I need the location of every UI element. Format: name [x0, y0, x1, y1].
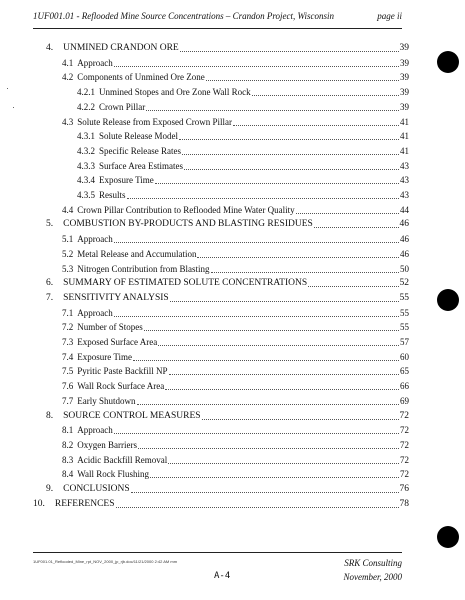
page-mark: A-4: [214, 571, 231, 581]
toc-entry-page: 39: [400, 101, 409, 112]
toc-leader-dots: [211, 264, 400, 273]
toc-leader-dots: [180, 43, 399, 52]
toc-entry-page: 41: [400, 116, 409, 127]
toc-entry: [77, 101, 409, 113]
toc-entry-number: 7.1: [62, 307, 74, 318]
toc-entry-title: Nitrogen Contribution from Blasting: [77, 263, 210, 274]
toc-entry: [62, 454, 409, 466]
toc-entry-number: 5.3: [62, 263, 74, 274]
toc-entry-number: 7.: [46, 292, 54, 303]
footer-company: SRK Consulting: [344, 558, 402, 568]
toc-entry-title: Exposure Time: [77, 351, 133, 362]
toc-entry-page: 55: [399, 292, 409, 303]
toc-entry-page: 76: [399, 484, 409, 494]
toc-entry-title: Surface Area Estimates: [99, 160, 183, 171]
toc-entry: [62, 439, 409, 451]
toc-entry: [62, 116, 409, 128]
toc-entry-page: 78: [399, 498, 409, 509]
scan-speck: [7, 88, 8, 89]
toc-entry-number: 7.2: [62, 322, 74, 333]
toc-entry-title: COMBUSTION BY-PRODUCTS AND BLASTING RESIDUES: [63, 219, 313, 230]
toc-entry-number: 7.6: [62, 381, 74, 392]
toc-entry-page: 43: [400, 190, 409, 200]
toc-entry-number: 9.: [46, 484, 54, 494]
toc-leader-dots: [170, 293, 399, 302]
toc-entry-page: 72: [399, 410, 409, 421]
toc-leader-dots: [114, 308, 399, 317]
toc-leader-dots: [155, 175, 399, 184]
toc-entry-number: 8.1: [62, 425, 74, 436]
toc-entry-title: Metal Release and Accumulation: [77, 248, 197, 259]
toc-entry: [62, 57, 409, 69]
toc-entry-number: 4.2.2: [77, 101, 95, 112]
toc-entry: [46, 292, 409, 304]
toc-leader-dots: [144, 322, 399, 331]
toc-entry: [46, 42, 409, 54]
toc-entry-page: 72: [400, 439, 409, 450]
toc-leader-dots: [168, 455, 399, 464]
toc-entry-title: SOURCE CONTROL MEASURES: [63, 410, 201, 421]
toc-entry-title: Wall Rock Flushing: [77, 469, 150, 480]
toc-entry-number: 5.2: [62, 248, 74, 259]
toc-entry-page: 72: [400, 454, 409, 465]
toc-leader-dots: [131, 484, 399, 493]
toc-entry-title: UNMINED CRANDON ORE: [63, 43, 179, 53]
toc-leader-dots: [137, 396, 400, 405]
toc-entry-page: 57: [400, 337, 409, 347]
toc-leader-dots: [179, 131, 399, 140]
footer-date: November, 2000: [343, 572, 402, 582]
toc-entry: [77, 174, 409, 186]
toc-entry-number: 4.3.2: [77, 145, 95, 156]
toc-entry-title: Approach: [77, 425, 113, 436]
toc-entry-title: Components of Unmined Ore Zone: [77, 72, 205, 83]
toc-entry-page: 46: [400, 234, 409, 245]
toc-entry: [46, 218, 409, 230]
toc-entry-number: 7.4: [62, 351, 74, 362]
toc-entry-number: 7.5: [62, 366, 74, 377]
toc-entry-number: 4.1: [62, 57, 74, 68]
toc-entry: [46, 483, 409, 495]
toc-entry-number: 5.1: [62, 234, 74, 245]
toc-entry-page: 72: [400, 425, 409, 436]
binder-hole: [437, 289, 459, 311]
toc-entry-page: 66: [400, 381, 409, 392]
toc-leader-dots: [114, 425, 399, 434]
toc-entry-page: 41: [400, 131, 409, 142]
toc-entry-number: 4.2.1: [77, 87, 95, 98]
toc-leader-dots: [169, 366, 400, 375]
toc-entry-page: 41: [400, 145, 409, 156]
toc-entry-title: SENSITIVITY ANALYSIS: [63, 292, 169, 303]
toc-entry-number: 4.3.1: [77, 131, 95, 142]
toc-leader-dots: [202, 411, 399, 420]
toc-leader-dots: [127, 190, 399, 199]
toc-entry: [62, 248, 409, 260]
toc-leader-dots: [150, 469, 399, 478]
toc-leader-dots: [184, 161, 399, 170]
toc-entry-title: Solute Release from Exposed Crown Pillar: [77, 116, 232, 127]
toc-entry: [62, 380, 409, 392]
toc-entry-page: 43: [400, 160, 409, 171]
footer-rule: [33, 552, 402, 553]
toc-leader-dots: [314, 219, 399, 228]
toc-entry: [77, 130, 409, 142]
toc-entry: [62, 351, 409, 363]
toc-entry: [62, 204, 409, 216]
toc-leader-dots: [114, 234, 399, 243]
toc-leader-dots: [296, 205, 399, 214]
toc-entry-number: 8.4: [62, 469, 74, 480]
toc-entry-title: Approach: [77, 234, 113, 245]
toc-entry-page: 39: [399, 43, 409, 53]
toc-entry-title: Unmined Stopes and Ore Zone Wall Rock: [99, 87, 251, 98]
toc-entry-page: 60: [400, 351, 409, 362]
toc-entry-number: 4.4: [62, 204, 74, 215]
toc-entry: [62, 336, 409, 348]
toc-entry-title: Crown Pillar: [99, 101, 146, 112]
toc-entry-title: Exposure Time: [99, 175, 154, 186]
toc-entry-title: Early Shutdown: [77, 395, 136, 406]
binder-hole: [437, 526, 459, 548]
toc-entry-title: Oxygen Barriers: [77, 439, 137, 450]
toc-entry-page: 55: [400, 322, 409, 333]
toc-entry: [77, 160, 409, 172]
header-page-number: page ii: [377, 11, 402, 21]
toc-entry-number: 8.: [46, 410, 54, 421]
toc-entry-page: 69: [400, 395, 409, 406]
toc-entry: [62, 424, 409, 436]
toc-leader-dots: [146, 102, 399, 111]
toc-entry-title: Wall Rock Surface Area: [77, 381, 165, 392]
toc-entry-number: 4.2: [62, 72, 74, 83]
toc-entry: [62, 468, 409, 480]
toc-entry-number: 8.2: [62, 439, 74, 450]
toc-entry: [77, 189, 409, 201]
toc-leader-dots: [138, 440, 399, 449]
toc-entry-title: Crown Pillar Contribution to Reflooded Mine Water Quality: [77, 204, 295, 215]
toc-entry-page: 65: [400, 366, 409, 377]
toc-entry: [62, 263, 409, 275]
toc-entry-number: 7.3: [62, 337, 74, 347]
toc-entry: [62, 395, 409, 407]
toc-entry-number: 7.7: [62, 395, 74, 406]
toc-entry-number: 5.: [46, 219, 54, 230]
toc-entry-title: Acidic Backfill Removal: [77, 454, 168, 465]
toc-entry-title: Pyritic Paste Backfill NP: [77, 366, 168, 377]
toc-leader-dots: [252, 87, 399, 96]
toc-entry-title: SUMMARY OF ESTIMATED SOLUTE CONCENTRATIONS: [63, 278, 308, 289]
toc-entry-page: 39: [400, 72, 409, 83]
toc-leader-dots: [158, 337, 399, 346]
toc-entry-page: 44: [400, 204, 409, 215]
toc-entry-title: Results: [99, 190, 126, 200]
toc-leader-dots: [182, 146, 399, 155]
toc-entry: [46, 410, 409, 422]
toc-leader-dots: [197, 249, 399, 258]
toc-leader-dots: [165, 381, 399, 390]
toc-entry-page: 43: [400, 175, 409, 186]
toc-entry: [62, 365, 409, 377]
toc-entry-title: CONCLUSIONS: [63, 484, 130, 494]
toc-entry-page: 50: [400, 263, 409, 274]
toc-entry-number: 10.: [33, 498, 45, 509]
toc-leader-dots: [116, 499, 399, 508]
toc-entry-title: Specific Release Rates: [99, 145, 181, 156]
toc-entry: [46, 277, 409, 289]
toc-leader-dots: [233, 117, 399, 126]
toc-entry: [62, 71, 409, 83]
toc-entry: [33, 498, 409, 510]
toc-entry-number: 4.3.3: [77, 160, 95, 171]
toc-entry: [62, 321, 409, 333]
toc-entry-page: 39: [400, 57, 409, 68]
toc-leader-dots: [133, 352, 399, 361]
toc-entry: [77, 86, 409, 98]
binder-hole: [437, 51, 459, 73]
toc-leader-dots: [308, 278, 398, 287]
toc-entry-number: 4.: [46, 43, 54, 53]
toc-entry-title: Solute Release Model: [99, 131, 178, 142]
toc-entry-title: REFERENCES: [54, 498, 115, 509]
toc-entry-page: 46: [399, 219, 409, 230]
page-header: [33, 6, 402, 29]
toc-entry: [62, 233, 409, 245]
header-title: 1UF001.01 - Reflooded Mine Source Concentrations – Crandon Project, Wisconsin: [33, 11, 335, 21]
footer-file-path: 1UF001.01_Reflooded_Mine_rpt_NOV_2000_jp_rjb.doc/11/21/2000 2:42 AM mm: [33, 559, 178, 564]
toc-entry-number: 4.3.5: [77, 190, 95, 200]
scan-speck: [13, 107, 14, 108]
toc-entry-number: 6.: [46, 278, 54, 289]
toc-leader-dots: [114, 58, 399, 67]
toc-entry-title: Number of Stopes: [77, 322, 143, 333]
toc-entry: [62, 307, 409, 319]
toc-leader-dots: [206, 72, 399, 81]
toc-entry-number: 4.3.4: [77, 175, 95, 186]
toc-entry-number: 4.3: [62, 116, 74, 127]
toc-entry-page: 39: [400, 87, 409, 98]
toc-entry-page: 55: [400, 307, 409, 318]
toc-entry-title: Approach: [77, 57, 113, 68]
toc-entry: [77, 145, 409, 157]
toc-entry-title: Exposed Surface Area: [77, 337, 158, 347]
footer-info: [344, 556, 403, 584]
toc-entry-page: 52: [399, 278, 409, 289]
toc-entry-number: 8.3: [62, 454, 74, 465]
toc-entry-page: 46: [400, 248, 409, 259]
toc-entry-page: 72: [400, 469, 409, 480]
toc-entry-title: Approach: [77, 307, 113, 318]
